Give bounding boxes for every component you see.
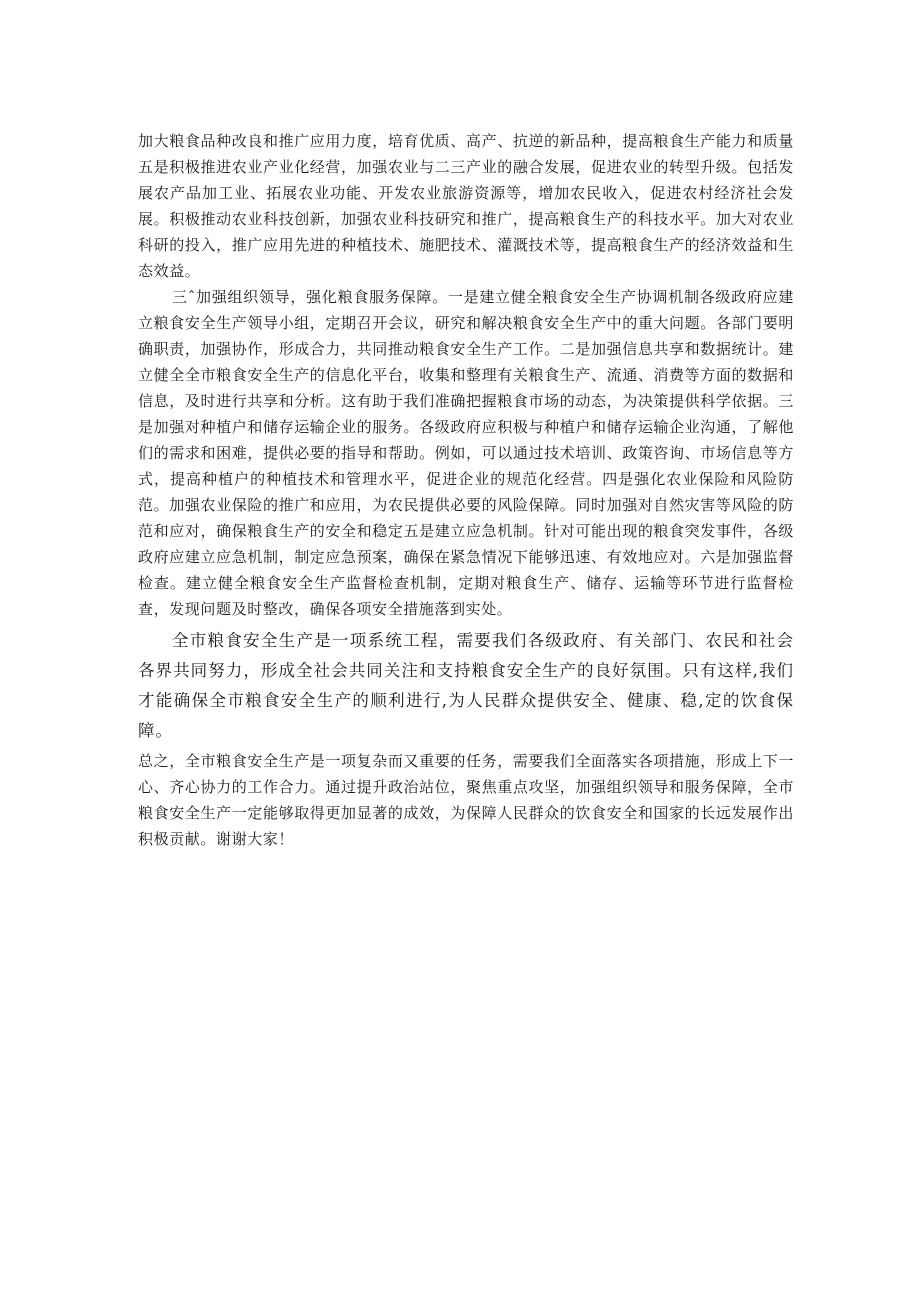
paragraph-agri-tech: 加大粮食品种改良和推广应用力度，培育优质、高产、抗逆的新品种，提高粮食生产能力和质量五是积极推进农业产业化经营，加强农业与二三产业的融合发展，促进农业的转型升级。包括发展农产品加工业、拓展农业功能、开发农业旅游资源等，增加农民收入，促进农村经济社会发展。积极推动农业科技创新，加强农业科技研究和推广，提高粮食生产的科技水平。加大对农业科研的投入，推广应用先进的种植技术、施肥技术、灌溉技术等，提高粮食生产的经济效益和生态效益。 — [138, 132, 794, 280]
paragraph-systematic-project: 全市粮食安全生产是一项系统工程，需要我们各级政府、有关部门、农民和社会各界共同努力，形成全社会共同关注和支持粮食安全生产的良好氛围。只有这样,我们才能确保全市粮食安全生产的顺利进行,为人民群众提供安全、健康、稳,定的饮食保障。 — [138, 631, 794, 740]
document-body — [138, 128, 794, 852]
paragraph-organization-leadership: 三ˆ加强组织领导，强化粮食服务保障。一是建立健全粮食安全生产协调机制各级政府应建立粮食安全生产领导小组，定期召开会议，研究和解决粮食安全生产中的重大问题。各部门要明确职责，加强协作，形成合力，共同推动粮食安全生产工作。二是加强信息共享和数据统计。建立健全全市粮食安全生产的信息化平台，收集和整理有关粮食生产、流通、消费等方面的数据和信息，及时进行共享和分析。这有助于我们准确把握粮食市场的动态，为决策提供科学依据。三是加强对种植户和储存运输企业的服务。各级政府应积极与种植户和储存运输企业沟通，了解他们的需求和困难，提供必要的指导和帮助。例如，可以通过技术培训、政策咨询、市场信息等方式，提高种植户的种植技术和管理水平，促进企业的规范化经营。四是强化农业保险和风险防范。加强农业保险的推广和应用，为农民提供必要的风险保障。同时加强对自然灾害等风险的防范和应对，确保粮食生产的安全和稳定五是建立应急机制。针对可能出现的粮食突发事件，各级政府应建立应急机制，制定应急预案，确保在紧急情况下能够迅速、有效地应对。六是加强监督检查。建立健全粮食安全生产监督检查机制，定期对粮食生产、储存、运输等环节进行监督检查，发现问题及时整改，确保各项安全措施落到实处。 — [138, 288, 794, 618]
paragraph-conclusion: 总之，全市粮食安全生产是一项复杂而又重要的任务，需要我们全面落实各项措施，形成上下一心、齐心协力的工作合力。通过提升政治站位，聚焦重点攻坚，加强组织领导和服务保障，全市粮食安全生产一定能够取得更加显著的成效，为保障人民群众的饮食安全和国家的长远发展作出积极贡献。谢谢大家！ — [138, 752, 794, 848]
